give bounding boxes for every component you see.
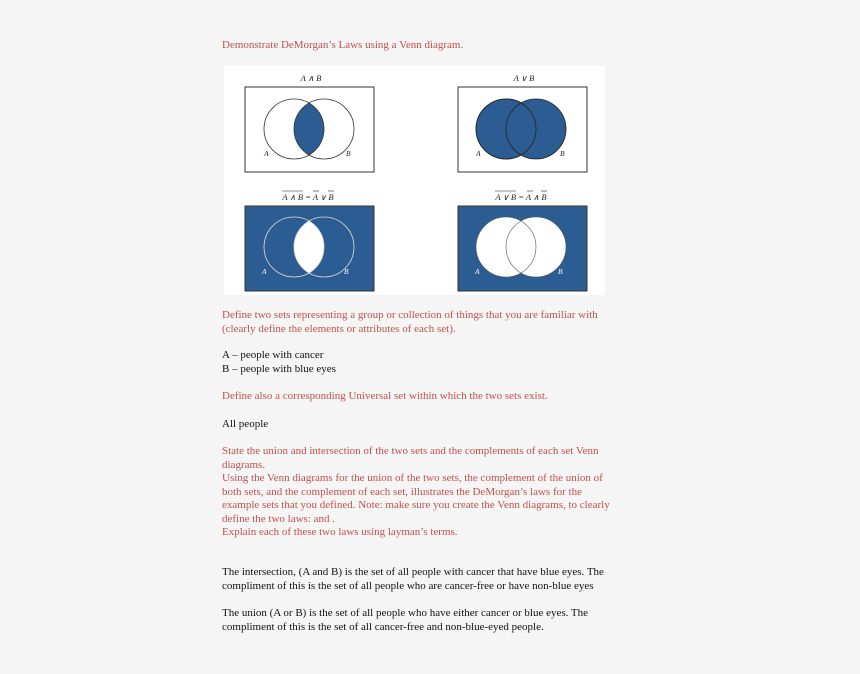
set-b-label: B: [346, 149, 351, 158]
union-explanation: [222, 607, 652, 634]
paragraph-line: The union (A or B) is the set of all people who have either cancer or blue eyes. The: [222, 607, 589, 619]
venn-diagram-figure: [224, 66, 605, 295]
paragraph-line: The intersection, (A and B) is the set of all people with cancer that have blue eyes. The: [222, 566, 604, 578]
venn-diagrams: [224, 66, 605, 295]
instruction-line: both sets, and the complement of each set, illustrates the DeMorgan’s laws for the: [222, 485, 582, 498]
universal-answer: All people: [222, 418, 269, 430]
instructions-block: [222, 445, 652, 540]
bottom-right-label: A ∨ B = A ∧ B: [495, 192, 547, 202]
instruction-line: Using the Venn diagrams for the union of the two sets, the complement of the union of: [222, 472, 603, 484]
set-a-label: A: [264, 149, 269, 158]
set-b-definition: B – people with blue eyes: [222, 362, 336, 375]
paragraph-line: compliment of this is the set of all people who are cancer-free or have non-blue eyes: [222, 579, 594, 592]
bottom-left-label: A ∧ B = A ∨ B: [282, 192, 334, 202]
instruction-line: diagrams.: [222, 458, 266, 471]
set-b-label: B: [344, 267, 349, 276]
set-b-label: B: [560, 149, 565, 158]
instruction-line: State the union and intersection of the two sets and the complements of each set Venn: [222, 445, 599, 457]
paragraph-line: compliment of this is the set of all cancer-free and non-blue-eyed people.: [222, 620, 544, 633]
instruction-line: example sets that you defined. Note: make sure you create the Venn diagrams, to clearly: [222, 499, 610, 511]
top-left-label: A ∧ B: [300, 73, 322, 83]
set-a-label: A: [262, 267, 267, 276]
top-right-label: A ∨ B: [513, 73, 535, 83]
define-prompt-line-2: (clearly define the elements or attributes of each set).: [222, 322, 456, 335]
define-prompt-line-1: Define two sets representing a group or collection of things that you are familiar with: [222, 309, 598, 321]
instruction-line: Explain each of these two laws using layman’s terms.: [222, 526, 458, 538]
set-a-definition: A – people with cancer: [222, 349, 324, 361]
set-b-label: B: [558, 267, 563, 276]
set-a-label: A: [476, 149, 481, 158]
instruction-line: define the two laws: and .: [222, 512, 336, 525]
intersection-explanation: [222, 566, 652, 593]
universal-prompt: Define also a corresponding Universal set within which the two sets exist.: [222, 390, 548, 402]
set-a-label: A: [475, 267, 480, 276]
document-title: Demonstrate DeMorgan’s Laws using a Venn diagram.: [222, 39, 464, 51]
